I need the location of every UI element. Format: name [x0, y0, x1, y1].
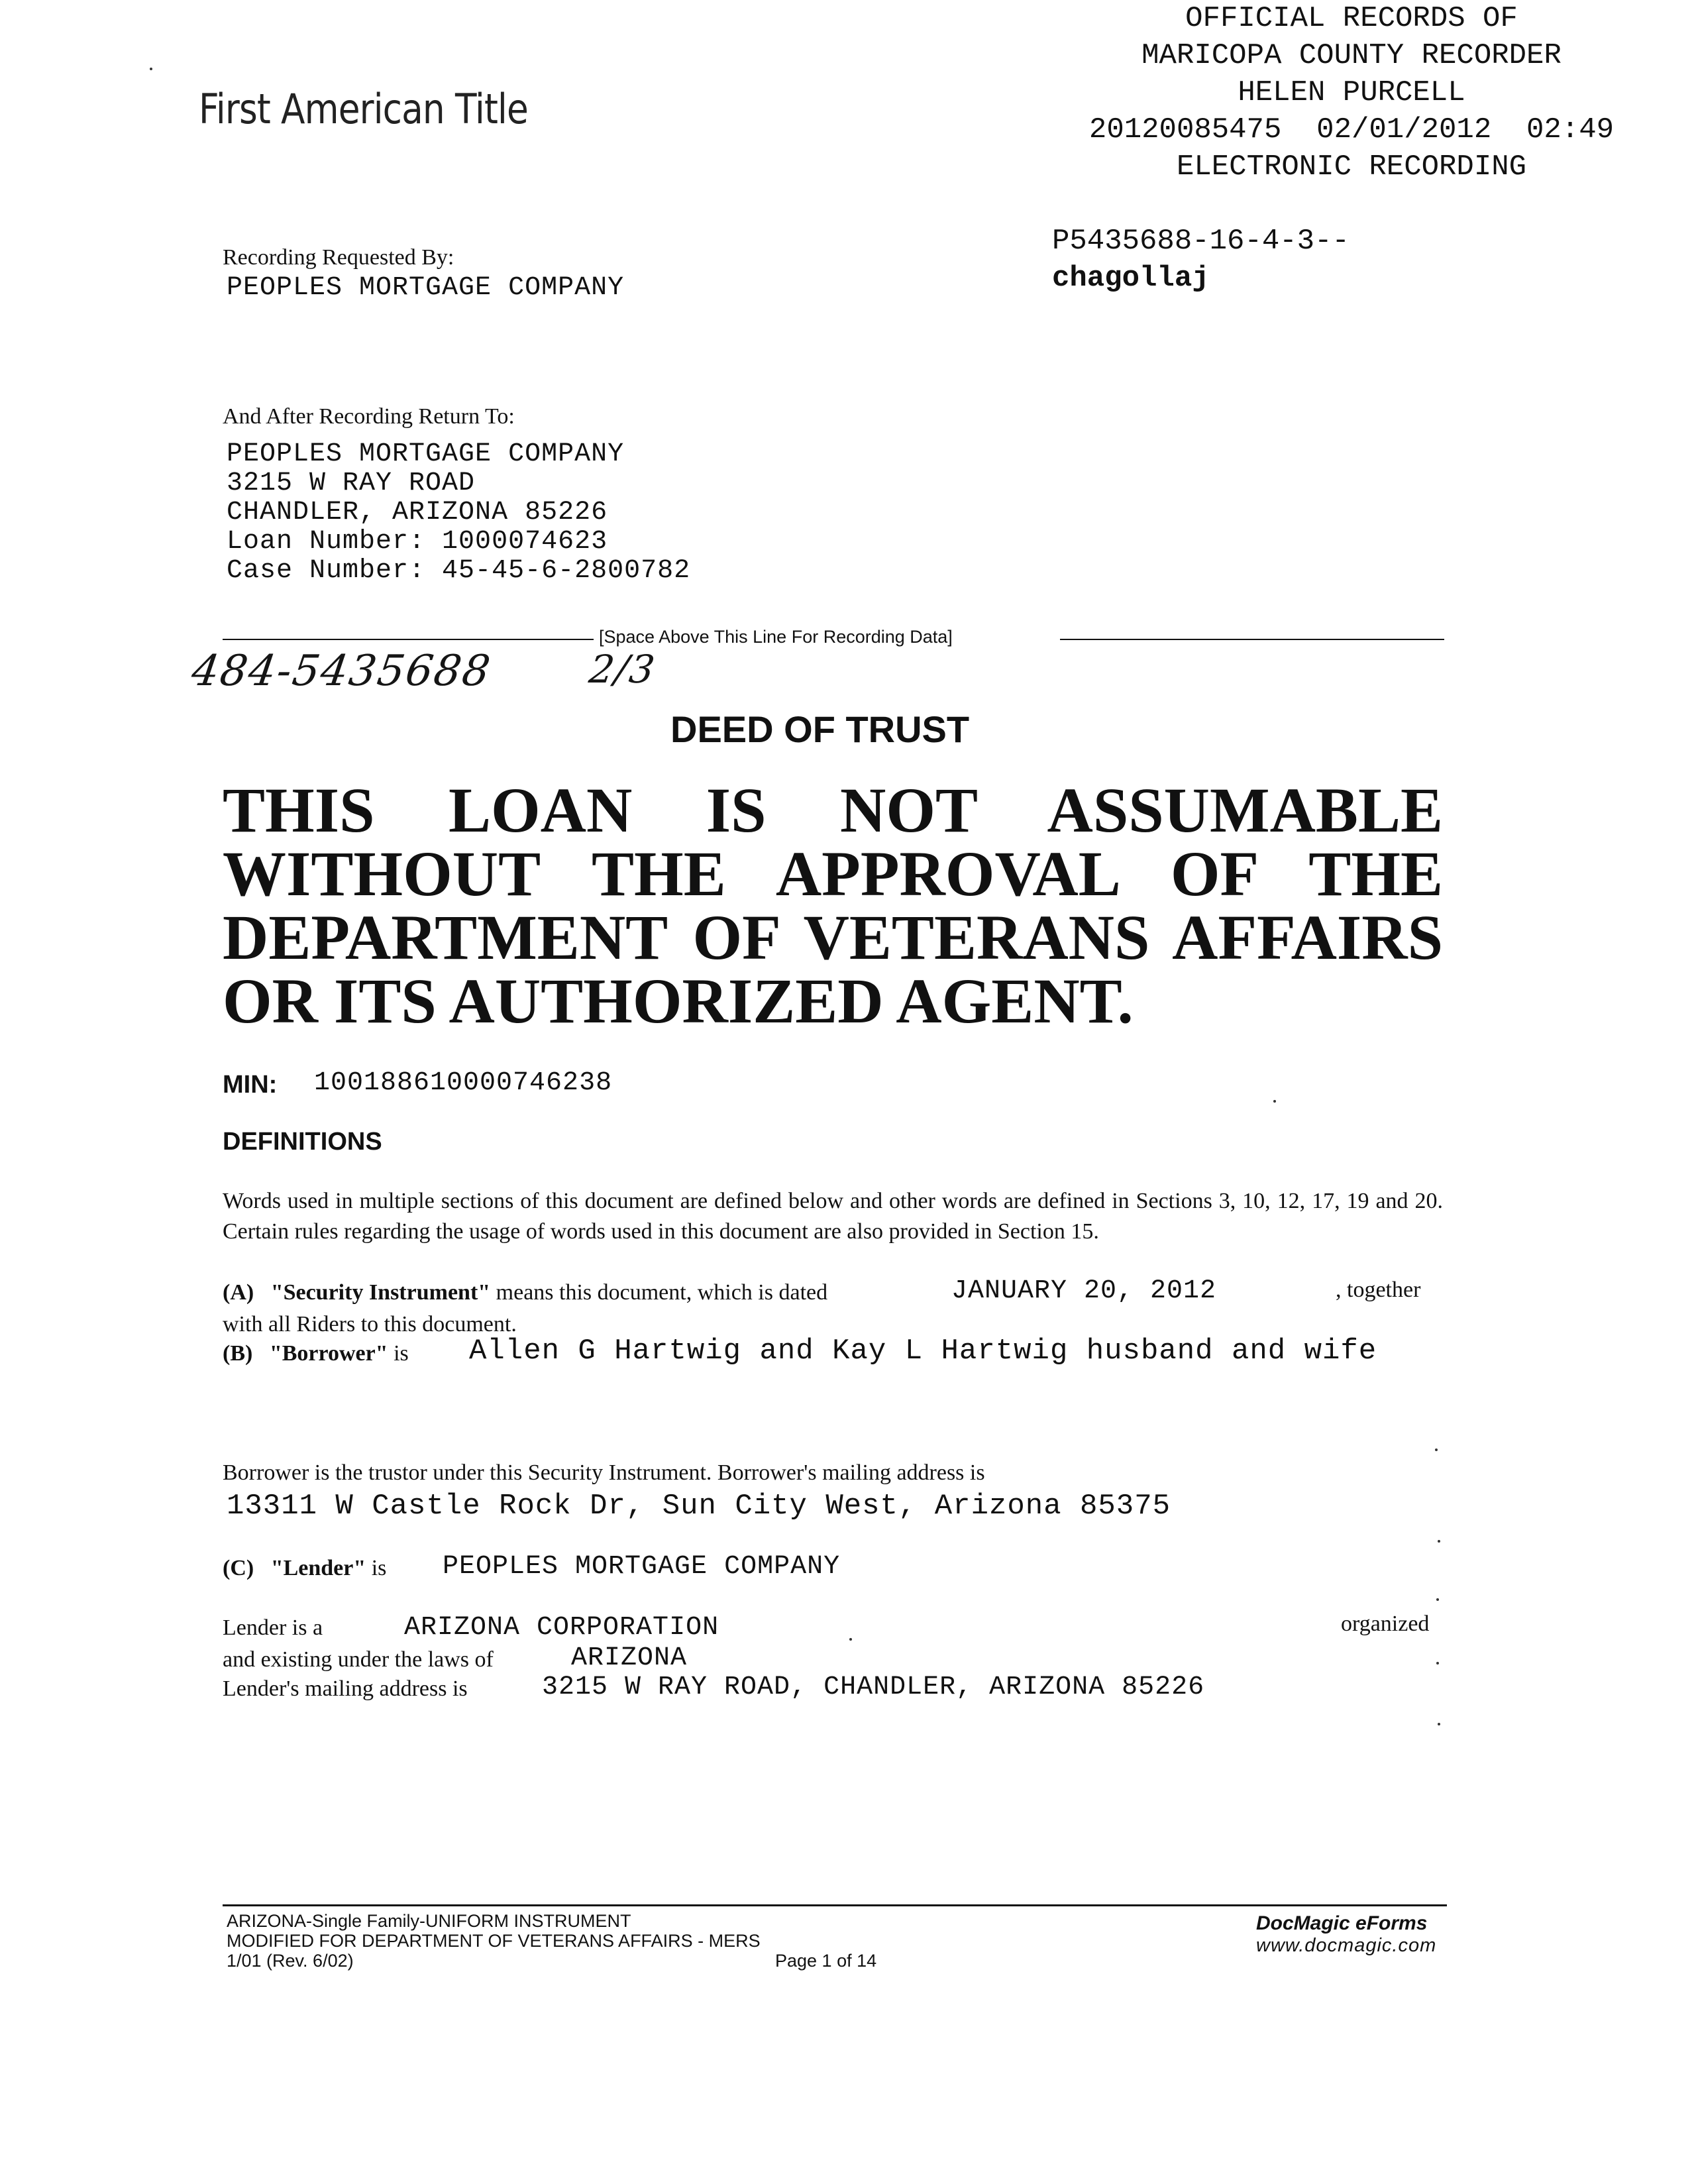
definitions-intro: Words used in multiple sections of this document are defined below and other words are defined in Sections 3, 10, 12, 17, 19 and 20. Certain rules regarding the usage of words used in this document are also provided in Section 15. [223, 1189, 1443, 1244]
va-assumption-warning-line-2: WITHOUT THE APPROVAL OF THE [223, 838, 1443, 909]
loan-number: Loan Number: 1000074623 [227, 527, 608, 557]
definition-c-prefix: (C) [223, 1556, 254, 1580]
existing-under-label: and existing under the laws of [223, 1647, 494, 1672]
scan-speck [1436, 1598, 1439, 1601]
recording-data-rule-right [1060, 639, 1444, 640]
docmagic-logo: DocMagic eForms [1256, 1912, 1428, 1934]
scan-speck [1435, 1448, 1438, 1451]
va-assumption-warning-line-4: OR ITS AUTHORIZED AGENT. [223, 965, 1134, 1036]
footer-form-info [227, 1911, 761, 1971]
scan-speck [150, 68, 152, 70]
footer-form-line-2: MODIFIED FOR DEPARTMENT OF VETERANS AFFAIRS - MERS [227, 1931, 761, 1951]
space-above-line-note: [Space Above This Line For Recording Data] [599, 627, 953, 647]
return-to-street: 3215 W RAY ROAD [227, 468, 476, 498]
recording-reference [1052, 223, 1350, 297]
recording-ref-code: P5435688-16-4-3-- [1052, 225, 1350, 258]
va-assumption-warning-line-1: THIS LOAN IS NOT ASSUMABLE [223, 775, 1443, 846]
borrower-trustor-statement: Borrower is the trustor under this Security Instrument. Borrower's mailing address is [223, 1460, 985, 1485]
min-value: 100188610000746238 [314, 1068, 613, 1098]
lender-is-a-label: Lender is a [223, 1615, 323, 1640]
lender-mailing-label: Lender's mailing address is [223, 1676, 468, 1701]
stamp-line-county: MARICOPA COUNTY RECORDER [1141, 39, 1562, 72]
definition-c-text: is [371, 1556, 387, 1580]
footer-form-line-1: ARIZONA-Single Family-UNIFORM INSTRUMENT [227, 1911, 631, 1931]
stamp-line-official: OFFICIAL RECORDS OF [1185, 2, 1518, 35]
borrower-mailing-address: 13311 W Castle Rock Dr, Sun City West, Arizona 85375 [227, 1490, 1171, 1523]
definitions-heading: DEFINITIONS [223, 1128, 382, 1156]
recording-requested-label: Recording Requested By: [223, 245, 454, 270]
footer-form-line-3: 1/01 (Rev. 6/02) [227, 1951, 354, 1971]
return-to-address [227, 440, 690, 586]
definition-b-text: is [394, 1341, 409, 1366]
recording-requested-value: PEOPLES MORTGAGE COMPANY [227, 273, 625, 303]
definition-c [223, 1556, 386, 1581]
stamp-line-recorder: HELEN PURCELL [1238, 76, 1465, 109]
case-number: Case Number: 45-45-6-2800782 [227, 556, 691, 586]
definition-a-continuation: with all Riders to this document. [223, 1312, 517, 1337]
security-instrument-date: JANUARY 20, 2012 [951, 1276, 1217, 1306]
scan-speck [1438, 1540, 1440, 1543]
recorder-stamp [1020, 0, 1683, 186]
scan-speck [1438, 1723, 1440, 1725]
va-assumption-warning-line-3: DEPARTMENT OF VETERANS AFFAIRS [223, 902, 1443, 973]
docmagic-url: www.docmagic.com [1256, 1935, 1437, 1956]
scan-speck [1436, 1662, 1439, 1665]
definition-a-text: means this document, which is dated [496, 1280, 828, 1305]
scan-speck [1273, 1100, 1276, 1103]
definition-b [223, 1341, 409, 1366]
lender-entity-type: ARIZONA CORPORATION [404, 1613, 719, 1643]
definition-b-prefix: (B) [223, 1341, 253, 1366]
footer-rule [223, 1904, 1447, 1906]
page-number: Page 1 of 14 [775, 1951, 877, 1971]
definition-a-suffix: , together [1336, 1278, 1421, 1302]
return-to-label: And After Recording Return To: [223, 404, 515, 429]
recording-ref-user: chagollaj [1052, 262, 1210, 295]
lender-mailing-address: 3215 W RAY ROAD, CHANDLER, ARIZONA 85226 [542, 1672, 1205, 1702]
document-title: DEED OF TRUST [670, 708, 970, 750]
definition-a-prefix: (A) [223, 1280, 254, 1305]
recording-data-rule-left [223, 639, 594, 640]
min-label: MIN: [223, 1071, 278, 1099]
borrower-term: "Borrower" [269, 1341, 388, 1366]
organized-label: organized [1341, 1611, 1430, 1636]
lender-laws-state: ARIZONA [571, 1643, 688, 1673]
handwritten-order-number: 484-5435688 [188, 647, 495, 696]
stamp-line-electronic: ELECTRONIC RECORDING [1176, 150, 1527, 184]
lender-term: "Lender" [270, 1556, 366, 1580]
first-american-title-logo: First American Title [199, 85, 528, 133]
borrower-names: Allen G Hartwig and Kay L Hartwig husband and wife [469, 1335, 1377, 1368]
lender-name: PEOPLES MORTGAGE COMPANY [443, 1552, 841, 1582]
return-to-company: PEOPLES MORTGAGE COMPANY [227, 439, 625, 469]
handwritten-fraction: 2/3 [586, 647, 659, 692]
definition-a [223, 1280, 827, 1305]
scan-speck [849, 1638, 852, 1641]
return-to-city: CHANDLER, ARIZONA 85226 [227, 498, 608, 527]
stamp-line-record-number: 20120085475 02/01/2012 02:49 [1088, 113, 1615, 146]
security-instrument-term: "Security Instrument" [270, 1280, 491, 1305]
